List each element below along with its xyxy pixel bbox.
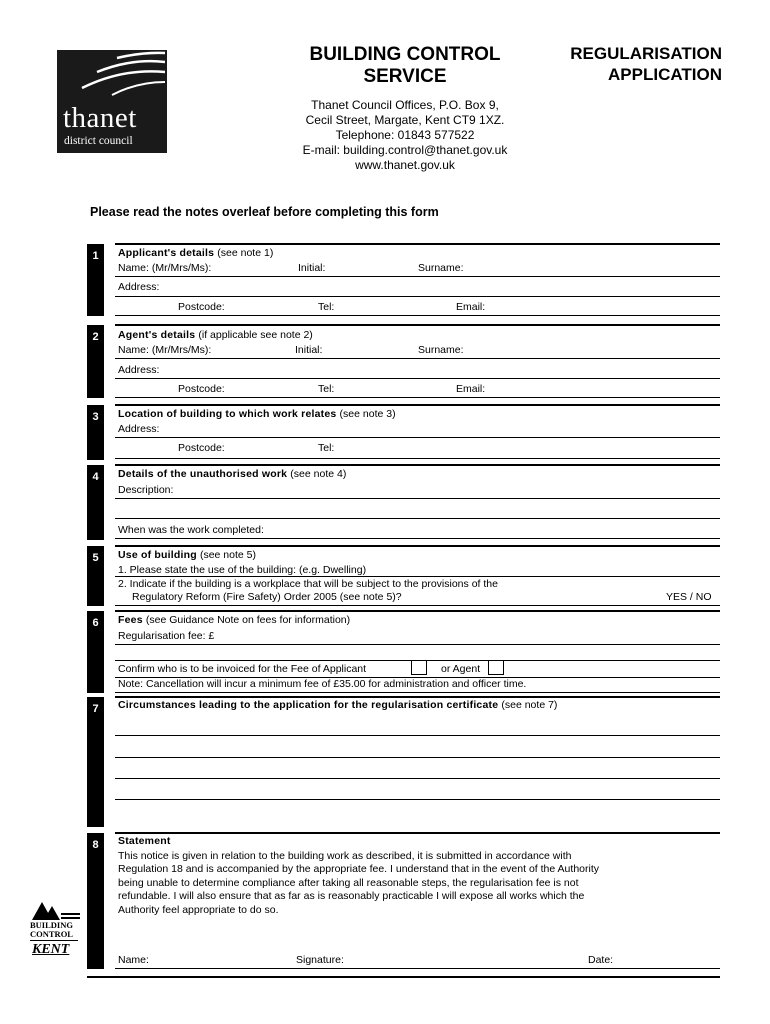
postcode-label: Postcode: bbox=[178, 442, 225, 454]
postcode-field-line[interactable] bbox=[115, 315, 720, 316]
bottom-rule bbox=[87, 976, 720, 978]
completed-label: When was the work completed: bbox=[118, 524, 264, 536]
section-title: Agent's details bbox=[118, 329, 196, 341]
invoice-label: Confirm who is to be invoiced for the Fee of Applicant bbox=[118, 663, 367, 675]
name-label: Name: bbox=[118, 954, 149, 966]
name-field-line[interactable] bbox=[115, 276, 720, 277]
email-label: Email: bbox=[456, 383, 486, 395]
divider bbox=[115, 324, 720, 326]
workplace-question-cont: Regulatory Reform (Fire Safety) Order 2005 (see note 5)? bbox=[132, 591, 402, 603]
statement-line: refundable. I will also ensure that as far as is reasonably practicable I will expose all works which the bbox=[118, 890, 585, 902]
statement-line: Regulation 18 and is accompanied by the appropriate fee. I understand that in the event of the Authority bbox=[118, 863, 599, 875]
postcode-field-line[interactable] bbox=[115, 458, 720, 459]
date-label: Date: bbox=[588, 954, 614, 966]
description-field-line[interactable] bbox=[115, 518, 720, 519]
address-line1: Thanet Council Offices, P.O. Box 9, bbox=[311, 98, 499, 112]
form-title-line2: APPLICATION bbox=[608, 65, 722, 84]
signature-field-line[interactable] bbox=[115, 968, 720, 969]
name-label: Name: (Mr/Mrs/Ms): bbox=[118, 344, 212, 356]
section-8-bar bbox=[87, 833, 104, 969]
divider bbox=[115, 404, 720, 406]
intro-instruction: Please read the notes overleaf before completing this form bbox=[90, 205, 439, 219]
telephone: Telephone: 01843 577522 bbox=[335, 128, 475, 142]
section-note: (see Guidance Note on fees for information) bbox=[145, 614, 351, 626]
form-title bbox=[540, 43, 722, 85]
agent-checkbox[interactable] bbox=[488, 660, 504, 675]
section-note: (see note 7) bbox=[501, 699, 558, 711]
section-note: (see note 4) bbox=[290, 468, 347, 480]
divider bbox=[115, 610, 720, 612]
statement-line: Authority feel appropriate to do so. bbox=[118, 904, 279, 916]
section-1-bar bbox=[87, 244, 104, 316]
divider bbox=[115, 545, 720, 547]
section-8-heading bbox=[118, 835, 171, 847]
fee-label: Regularisation fee: £ bbox=[118, 630, 215, 642]
workplace-question: 2. Indicate if the building is a workplace that will be subject to the provisions of the bbox=[118, 578, 498, 590]
divider bbox=[115, 243, 720, 245]
section-note: (see note 3) bbox=[339, 408, 396, 420]
divider bbox=[115, 464, 720, 466]
section-1-heading bbox=[118, 247, 273, 259]
section-6-bar bbox=[87, 611, 104, 693]
section-6-heading bbox=[118, 614, 350, 626]
circumstances-field-line[interactable] bbox=[115, 735, 720, 736]
section-7-heading bbox=[118, 699, 557, 711]
section-note: (see note 1) bbox=[217, 247, 274, 259]
section-5-heading bbox=[118, 549, 256, 561]
council-address bbox=[250, 98, 560, 173]
section-title: Statement bbox=[118, 835, 171, 847]
building-control-emblem-icon bbox=[30, 900, 82, 922]
section-4-heading bbox=[118, 468, 346, 480]
postcode-label: Postcode: bbox=[178, 301, 225, 313]
circumstances-field-line[interactable] bbox=[115, 778, 720, 779]
statement-line: being unable to determine compliance after taking all reasonable steps, the regularisation fee is not bbox=[118, 877, 579, 889]
section-3-heading bbox=[118, 408, 396, 420]
section-number: 2 bbox=[92, 331, 99, 343]
postcode-label: Postcode: bbox=[178, 383, 225, 395]
service-title bbox=[290, 44, 520, 88]
description-label: Description: bbox=[118, 484, 174, 496]
name-label: Name: (Mr/Mrs/Ms): bbox=[118, 262, 212, 274]
agent-label: or Agent bbox=[441, 663, 481, 675]
section-title: Circumstances leading to the application for the regularisation certificate bbox=[118, 699, 499, 711]
use-field-line[interactable] bbox=[115, 576, 720, 577]
fee-field-line[interactable] bbox=[115, 644, 720, 645]
section-number: 3 bbox=[92, 411, 99, 423]
statement-line: This notice is given in relation to the building work as described, it is submitted in accordance with bbox=[118, 850, 572, 862]
address-label: Address: bbox=[118, 364, 160, 376]
divider bbox=[115, 832, 720, 834]
initial-label: Initial: bbox=[298, 262, 326, 274]
section-note: (if applicable see note 2) bbox=[198, 329, 313, 341]
use-question: 1. Please state the use of the building: (e.g. Dwelling) bbox=[118, 564, 367, 576]
form-title-line1: REGULARISATION bbox=[570, 44, 722, 63]
initial-label: Initial: bbox=[295, 344, 323, 356]
logo-line-building: BUILDING bbox=[30, 920, 73, 930]
section-number: 8 bbox=[92, 839, 99, 851]
section-note: (see note 5) bbox=[199, 549, 256, 561]
circumstances-field-line[interactable] bbox=[115, 757, 720, 758]
section-number: 1 bbox=[92, 250, 99, 262]
email-label: Email: bbox=[456, 301, 486, 313]
section-3-bar bbox=[87, 405, 104, 460]
postcode-field-line[interactable] bbox=[115, 397, 720, 398]
logo-subtitle: district council bbox=[64, 135, 133, 147]
logo-line-control: CONTROL bbox=[30, 929, 73, 939]
section-title: Location of building to which work relates bbox=[118, 408, 337, 420]
description-field-line[interactable] bbox=[115, 498, 720, 499]
thanet-logo bbox=[57, 50, 167, 153]
section-2-heading bbox=[118, 329, 313, 341]
address-line2: Cecil Street, Margate, Kent CT9 1XZ. bbox=[305, 113, 505, 127]
section-5-bar bbox=[87, 546, 104, 606]
address-field-line[interactable] bbox=[115, 437, 720, 438]
swoosh-icon bbox=[57, 50, 167, 100]
website-link[interactable]: www.thanet.gov.uk bbox=[355, 158, 455, 172]
section-title: Fees bbox=[118, 614, 143, 626]
building-control-kent-logo bbox=[30, 900, 82, 962]
email-link[interactable]: E-mail: building.control@thanet.gov.uk bbox=[302, 143, 508, 157]
divider bbox=[115, 692, 720, 693]
surname-label: Surname: bbox=[418, 344, 464, 356]
logo-line-kent: KENT bbox=[32, 942, 70, 957]
applicant-checkbox[interactable] bbox=[411, 660, 427, 675]
section-4-bar bbox=[87, 465, 104, 540]
completed-field-line[interactable] bbox=[115, 538, 720, 539]
section-title: Details of the unauthorised work bbox=[118, 468, 288, 480]
divider bbox=[115, 696, 720, 698]
tel-label: Tel: bbox=[318, 301, 335, 313]
cancellation-note: Note: Cancellation will incur a minimum fee of £35.00 for administration and officer time. bbox=[118, 678, 527, 690]
tel-label: Tel: bbox=[318, 383, 335, 395]
section-2-bar bbox=[87, 325, 104, 398]
logo-wordmark: thanet bbox=[63, 102, 137, 134]
divider bbox=[115, 605, 720, 606]
name-field-line[interactable] bbox=[115, 358, 720, 359]
signature-label: Signature: bbox=[296, 954, 344, 966]
circumstances-field-line[interactable] bbox=[115, 799, 720, 800]
section-number: 6 bbox=[92, 617, 99, 629]
address-field-line[interactable] bbox=[115, 378, 720, 379]
address-label: Address: bbox=[118, 281, 160, 293]
service-title-line1: BUILDING CONTROL bbox=[309, 44, 501, 65]
tel-label: Tel: bbox=[318, 442, 335, 454]
address-label: Address: bbox=[118, 423, 160, 435]
section-number: 4 bbox=[92, 471, 99, 483]
section-title: Applicant's details bbox=[118, 247, 215, 259]
section-number: 7 bbox=[92, 703, 99, 715]
service-title-line2: SERVICE bbox=[363, 66, 447, 87]
divider bbox=[30, 940, 78, 941]
yes-no-option[interactable]: YES / NO bbox=[666, 591, 712, 603]
surname-label: Surname: bbox=[418, 262, 464, 274]
address-field-line[interactable] bbox=[115, 296, 720, 297]
section-number: 5 bbox=[92, 552, 99, 564]
section-7-bar bbox=[87, 697, 104, 827]
section-title: Use of building bbox=[118, 549, 197, 561]
